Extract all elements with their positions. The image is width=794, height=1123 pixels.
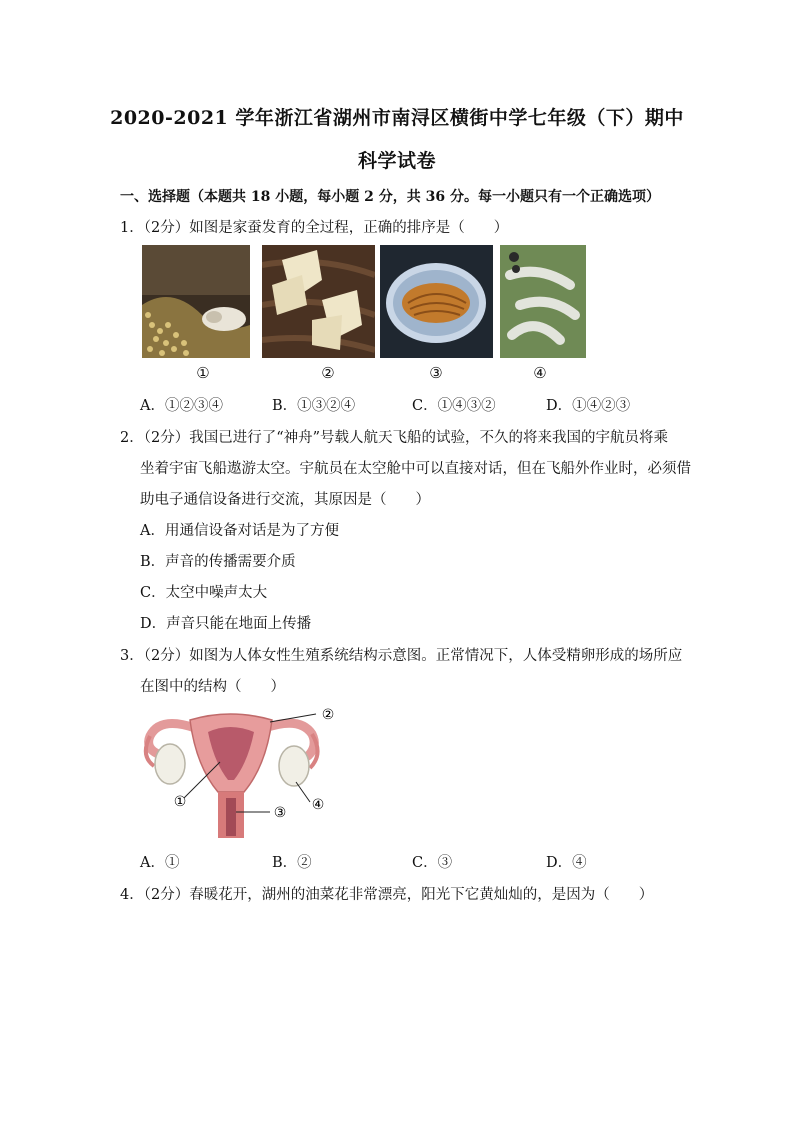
page-title: 2020-2021 学年浙江省湖州市南浔区横街中学七年级（下）期中 [110,107,684,129]
section-heading: 一、选择题（本题共 18 小题，每小题 2 分，共 36 分。每一小题只有一个正确选项） [120,189,660,205]
q2-stem-line3: 助电子通信设备进行交流，其原因是（ ） [140,492,430,508]
q3-label-4: ④ [311,797,325,813]
q3-stem-line2: 在图中的结构（ ） [140,679,285,695]
q2-option-b[interactable]: B．声音的传播需要介质 [140,554,296,570]
q2-option-c[interactable]: C．太空中噪声太大 [140,585,268,601]
q1-label-3: ③ [429,364,443,382]
q3-option-d[interactable]: D．④ [546,855,587,871]
q2-option-a[interactable]: A．用通信设备对话是为了方便 [140,523,339,539]
page-subtitle: 科学试卷 [357,150,436,172]
q2-option-d[interactable]: D．声音只能在地面上传播 [140,616,312,632]
q2-stem-line2: 坐着宇宙飞船遨游太空。宇航员在太空舱中可以直接对话，但在飞船外作业时，必须借 [140,461,691,477]
q1-image-eggs [142,245,250,358]
q1-label-4: ④ [533,364,547,382]
q3-stem-line1: 3．（2分）如图为人体女性生殖系统结构示意图。正常情况下，人体受精卵形成的场所应 [120,648,683,664]
q1-image-moths [262,245,375,358]
q1-option-b[interactable]: B．①③②④ [272,398,356,414]
q3-label-1: ① [173,794,187,810]
q1-option-d[interactable]: D．①④②③ [546,398,631,414]
q3-reproductive-diagram [140,706,340,844]
q1-label-2: ② [321,364,335,382]
q1-option-c[interactable]: C．①④③② [412,398,496,414]
q1-label-1: ① [196,364,210,382]
q1-stem: 1．（2分）如图是家蚕发育的全过程，正确的排序是（ ） [120,220,509,236]
q3-option-b[interactable]: B．② [272,855,312,871]
q2-stem-line1: 2．（2分）我国已进行了“神舟”号载人航天飞船的试验，不久的将来我国的宇航员将乘 [120,430,669,446]
q3-option-a[interactable]: A．① [140,855,180,871]
q1-image-larvae [500,245,586,358]
q3-option-c[interactable]: C．③ [412,855,453,871]
q4-stem: 4．（2分）春暖花开，湖州的油菜花非常漂亮，阳光下它黄灿灿的，是因为（ ） [120,887,654,903]
q1-option-a[interactable]: A．①②③④ [140,398,223,414]
q3-label-3: ③ [273,805,287,821]
q1-image-cocoon [380,245,493,358]
q3-label-2: ② [321,707,335,723]
